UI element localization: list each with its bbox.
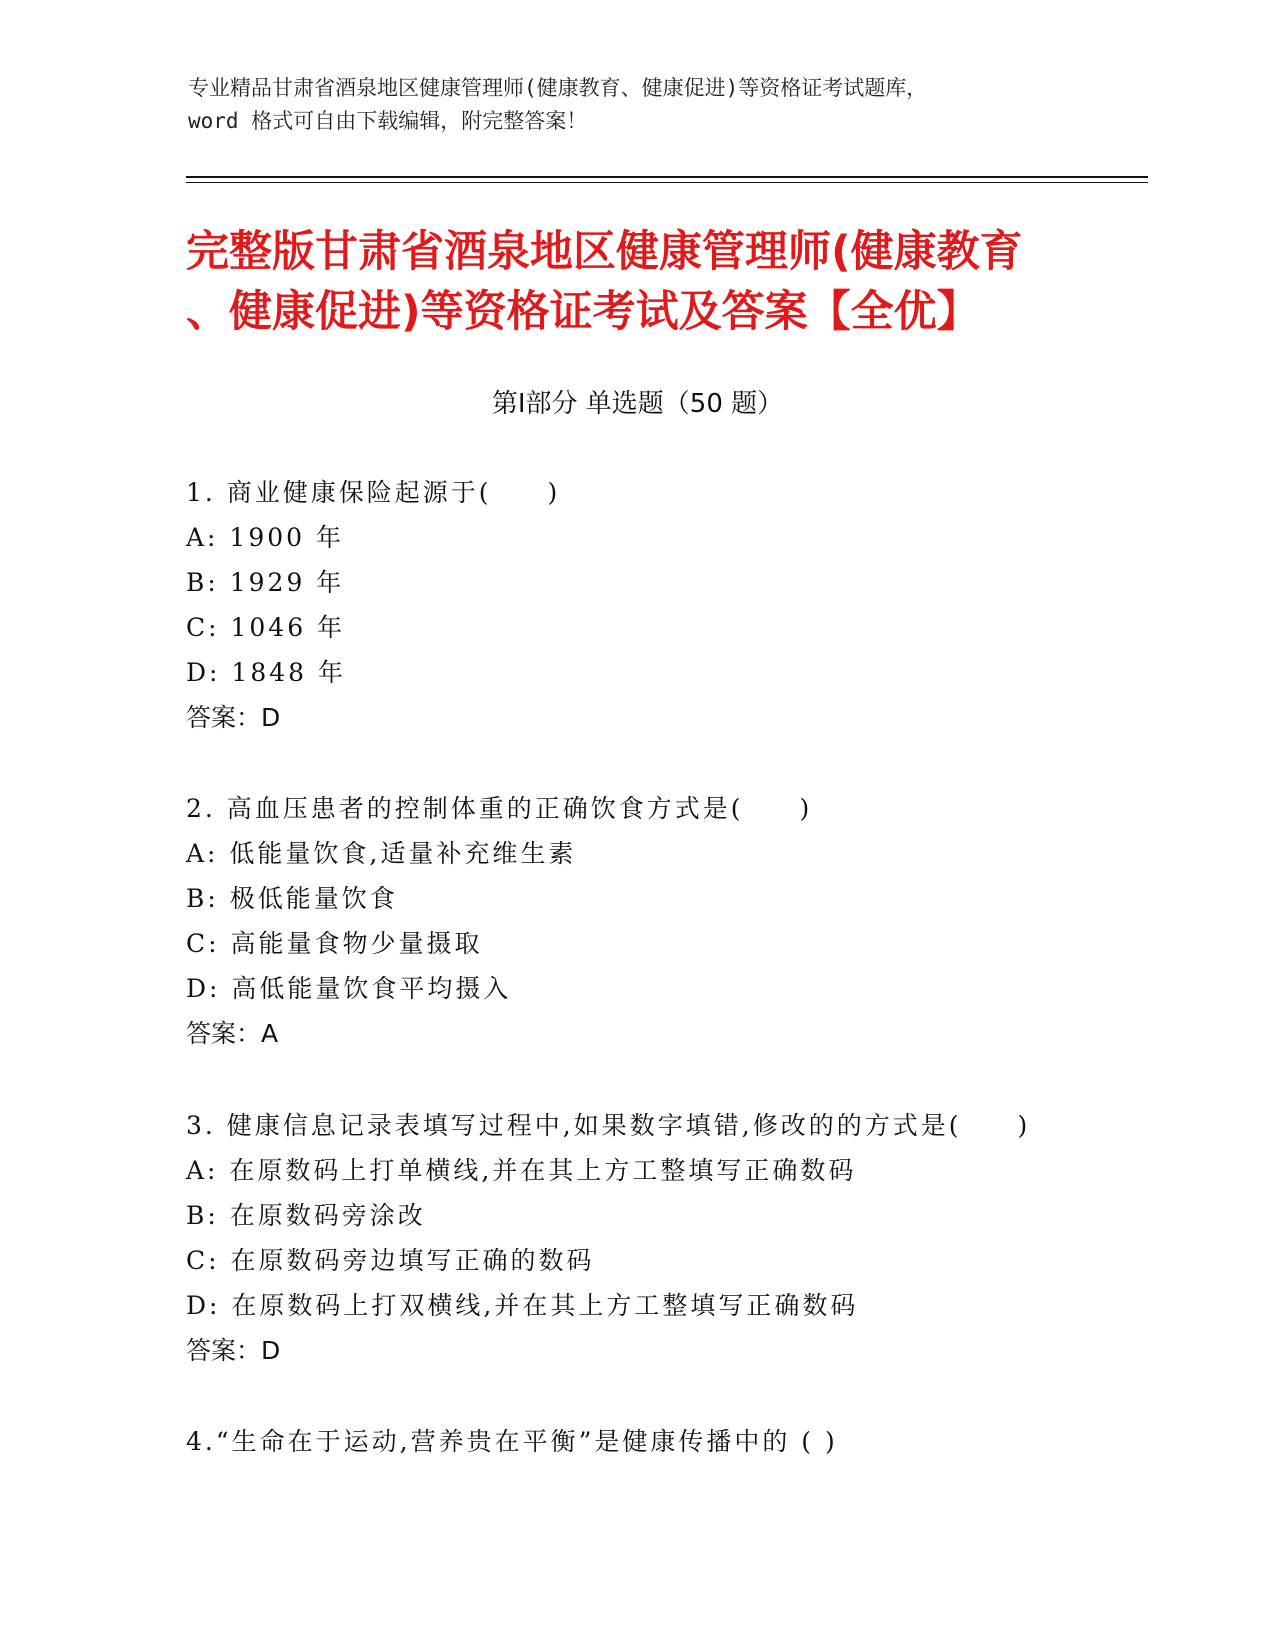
option-b: B: 1929 年 (186, 568, 345, 597)
option-a: A: 低能量饮食,适量补充维生素 (186, 839, 577, 868)
header-divider-thin (186, 182, 1148, 183)
question-1 (186, 470, 1186, 740)
option-c: C: 高能量食物少量摄取 (186, 929, 483, 958)
option-a: A: 在原数码上打单横线,并在其上方工整填写正确数码 (186, 1156, 857, 1185)
option-d: D: 高低能量饮食平均摄入 (186, 974, 512, 1003)
question-2 (186, 786, 1186, 1056)
document-title (186, 222, 1086, 342)
section-heading: 第Ⅰ部分 单选题（50 题） (491, 389, 784, 419)
answer-line: 答案：D (186, 1336, 281, 1365)
question-stem: 1. 商业健康保险起源于( ) (186, 478, 561, 507)
option-a: A: 1900 年 (186, 523, 344, 552)
answer-line: 答案：A (186, 1019, 279, 1048)
document-title-line-2: 、健康促进)等资格证考试及答案【全优】 (186, 287, 980, 337)
option-d: D: 1848 年 (186, 658, 346, 687)
header-note (188, 72, 1088, 138)
option-d: D: 在原数码上打双横线,并在其上方工整填写正确数码 (186, 1291, 859, 1320)
option-c: C: 在原数码旁边填写正确的数码 (186, 1246, 595, 1275)
question-stem: 4.“生命在于运动,营养贵在平衡”是健康传播中的 ( ) (186, 1427, 838, 1456)
header-note-line-2: word 格式可自由下载编辑，附完整答案！ (188, 109, 588, 133)
question-4 (186, 1419, 1186, 1464)
question-stem: 3. 健康信息记录表填写过程中,如果数字填错,修改的的方式是( ) (186, 1111, 1031, 1140)
option-b: B: 极低能量饮食 (186, 884, 398, 913)
document-title-line-1: 完整版甘肃省酒泉地区健康管理师(健康教育 (186, 227, 1023, 277)
option-b: B: 在原数码旁涂改 (186, 1201, 426, 1230)
header-divider-thick (186, 176, 1148, 178)
question-3 (186, 1103, 1186, 1373)
option-c: C: 1046 年 (186, 613, 346, 642)
question-stem: 2. 高血压患者的控制体重的正确饮食方式是( ) (186, 794, 813, 823)
header-note-line-1: 专业精品甘肃省酒泉地区健康管理师(健康教育、健康促进)等资格证考试题库， (188, 76, 928, 100)
answer-line: 答案：D (186, 703, 281, 732)
